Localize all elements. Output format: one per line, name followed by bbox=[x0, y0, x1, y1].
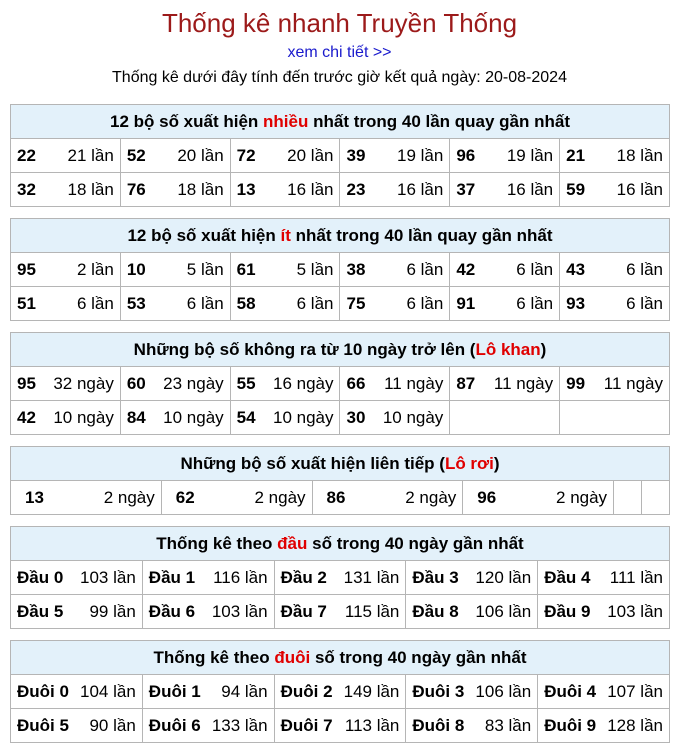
number-cell: 22 21 lần bbox=[11, 139, 121, 173]
duoi-header: Thống kê theo đuôi số trong 40 ngày gần nhất bbox=[11, 641, 670, 675]
most-frequent-table bbox=[10, 104, 670, 207]
lo-roi-header: Những bộ số xuất hiện liên tiếp (Lô rơi) bbox=[11, 447, 670, 481]
number-cell: 55 16 ngày bbox=[230, 367, 340, 401]
dau-cell: Đầu 4 111 lần bbox=[538, 561, 670, 595]
number-cell: 84 10 ngày bbox=[120, 401, 230, 435]
dau-cell: Đầu 1 116 lần bbox=[142, 561, 274, 595]
table-row bbox=[11, 675, 670, 709]
number-cell: 52 20 lần bbox=[120, 139, 230, 173]
number-cell: 93 6 lần bbox=[560, 287, 670, 321]
duoi-cell: Đuôi 7 113 lần bbox=[274, 709, 406, 743]
table-row bbox=[11, 139, 670, 173]
number-cell: 23 16 lần bbox=[340, 173, 450, 207]
number-cell: 95 2 lần bbox=[11, 253, 121, 287]
table-row bbox=[11, 561, 670, 595]
number-cell: 58 6 lần bbox=[230, 287, 340, 321]
dau-cell: Đầu 0 103 lần bbox=[11, 561, 143, 595]
lo-khan-header: Những bộ số không ra từ 10 ngày trở lên (Lô khan) bbox=[11, 333, 670, 367]
number-cell: 87 11 ngày bbox=[450, 367, 560, 401]
number-cell: 86 2 ngày bbox=[312, 481, 463, 515]
table-row bbox=[11, 595, 670, 629]
duoi-table bbox=[10, 640, 670, 743]
duoi-cell: Đuôi 8 83 lần bbox=[406, 709, 538, 743]
dau-cell: Đầu 3 120 lần bbox=[406, 561, 538, 595]
page-title: Thống kê nhanh Truyền Thống bbox=[161, 8, 518, 38]
dau-cell: Đầu 8 106 lần bbox=[406, 595, 538, 629]
number-cell: 59 16 lần bbox=[560, 173, 670, 207]
number-cell: 10 5 lần bbox=[120, 253, 230, 287]
number-cell: 60 23 ngày bbox=[120, 367, 230, 401]
number-cell: 43 6 lần bbox=[560, 253, 670, 287]
least-frequent-header: 12 bộ số xuất hiện ít nhất trong 40 lần quay gần nhất bbox=[11, 219, 670, 253]
dau-cell: Đầu 7 115 lần bbox=[274, 595, 406, 629]
number-cell: 13 2 ngày bbox=[11, 481, 162, 515]
number-cell: 30 10 ngày bbox=[340, 401, 450, 435]
dau-cell: Đầu 9 103 lần bbox=[538, 595, 670, 629]
dau-cell: Đầu 2 131 lần bbox=[274, 561, 406, 595]
lo-roi-table bbox=[10, 446, 670, 515]
dau-header: Thống kê theo đầu số trong 40 ngày gần nhất bbox=[11, 527, 670, 561]
number-cell: 96 19 lần bbox=[450, 139, 560, 173]
number-cell: 21 18 lần bbox=[560, 139, 670, 173]
duoi-cell: Đuôi 5 90 lần bbox=[11, 709, 143, 743]
duoi-cell: Đuôi 3 106 lần bbox=[406, 675, 538, 709]
table-row bbox=[11, 287, 670, 321]
table-row bbox=[11, 709, 670, 743]
table-row bbox=[11, 401, 670, 435]
detail-link[interactable]: xem chi tiết >> bbox=[287, 44, 392, 61]
number-cell: 61 5 lần bbox=[230, 253, 340, 287]
number-cell: 37 16 lần bbox=[450, 173, 560, 207]
table-row bbox=[11, 367, 670, 401]
table-row bbox=[11, 253, 670, 287]
empty-cell bbox=[560, 401, 670, 435]
number-cell: 42 6 lần bbox=[450, 253, 560, 287]
number-cell: 75 6 lần bbox=[340, 287, 450, 321]
duoi-cell: Đuôi 6 133 lần bbox=[142, 709, 274, 743]
empty-cell bbox=[450, 401, 560, 435]
dau-table bbox=[10, 526, 670, 629]
duoi-cell: Đuôi 1 94 lần bbox=[142, 675, 274, 709]
lo-khan-table bbox=[10, 332, 670, 435]
least-frequent-table bbox=[10, 218, 670, 321]
number-cell: 13 16 lần bbox=[230, 173, 340, 207]
number-cell: 51 6 lần bbox=[11, 287, 121, 321]
duoi-cell: Đuôi 2 149 lần bbox=[274, 675, 406, 709]
duoi-cell: Đuôi 9 128 lần bbox=[538, 709, 670, 743]
table-row bbox=[11, 481, 670, 515]
number-cell: 66 11 ngày bbox=[340, 367, 450, 401]
dau-cell: Đầu 5 99 lần bbox=[11, 595, 143, 629]
number-cell: 76 18 lần bbox=[120, 173, 230, 207]
table-row bbox=[11, 173, 670, 207]
number-cell: 38 6 lần bbox=[340, 253, 450, 287]
number-cell: 39 19 lần bbox=[340, 139, 450, 173]
duoi-cell: Đuôi 4 107 lần bbox=[538, 675, 670, 709]
number-cell: 42 10 ngày bbox=[11, 401, 121, 435]
number-cell: 62 2 ngày bbox=[161, 481, 312, 515]
number-cell: 54 10 ngày bbox=[230, 401, 340, 435]
number-cell: 96 2 ngày bbox=[463, 481, 614, 515]
number-cell: 72 20 lần bbox=[230, 139, 340, 173]
empty-cell bbox=[614, 481, 642, 515]
number-cell: 91 6 lần bbox=[450, 287, 560, 321]
dau-cell: Đầu 6 103 lần bbox=[142, 595, 274, 629]
number-cell: 32 18 lần bbox=[11, 173, 121, 207]
empty-cell bbox=[642, 481, 670, 515]
most-frequent-header: 12 bộ số xuất hiện nhiều nhất trong 40 lần quay gần nhất bbox=[11, 105, 670, 139]
duoi-cell: Đuôi 0 104 lần bbox=[11, 675, 143, 709]
number-cell: 99 11 ngày bbox=[560, 367, 670, 401]
page-subtitle: Thống kê dưới đây tính đến trước giờ kết quả ngày: 20-08-2024 bbox=[112, 69, 567, 86]
number-cell: 95 32 ngày bbox=[11, 367, 121, 401]
number-cell: 53 6 lần bbox=[120, 287, 230, 321]
